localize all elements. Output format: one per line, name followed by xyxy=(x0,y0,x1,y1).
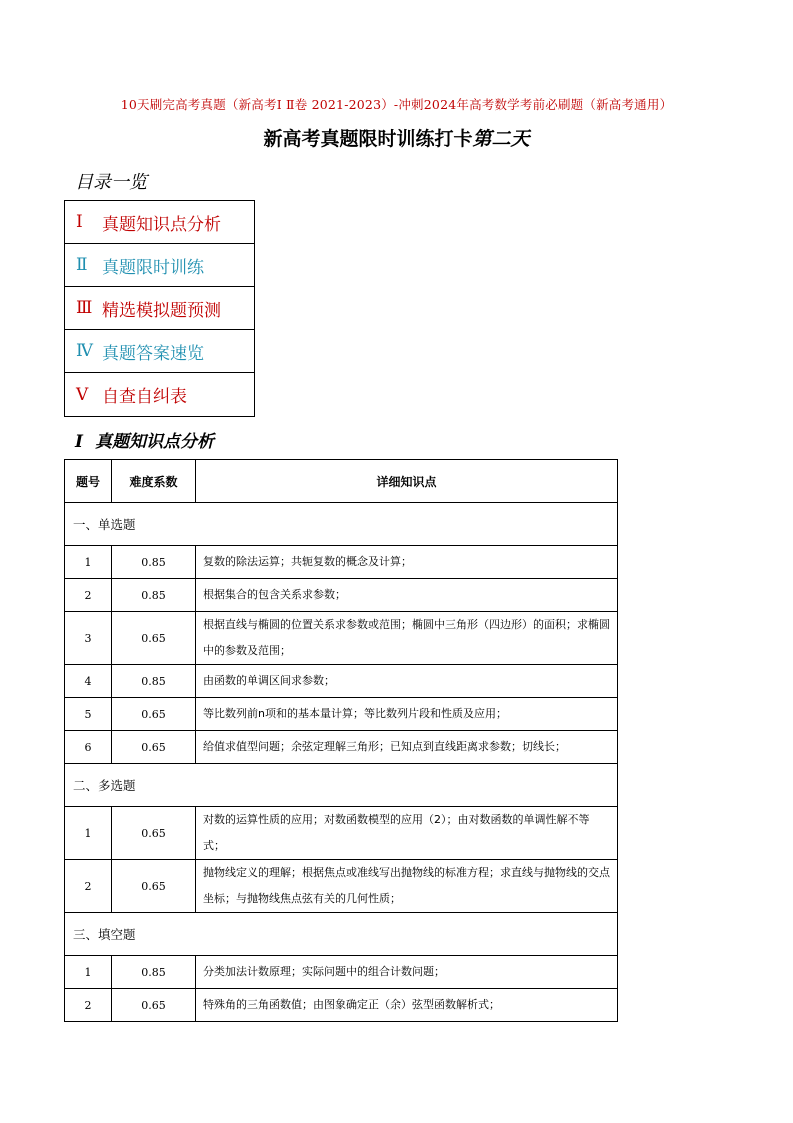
group-row xyxy=(65,913,618,956)
toc-item-number: Ⅰ xyxy=(76,212,83,232)
cell-difficulty: 0.65 xyxy=(112,731,196,764)
cell-no: 1 xyxy=(65,956,112,989)
cell-no: 4 xyxy=(65,665,112,698)
cell-detail: 抛物线定义的理解；根据焦点或准线写出抛物线的标准方程；求直线与抛物线的交点坐标；与抛物线焦点弦有关的几何性质； xyxy=(196,860,618,913)
table-row xyxy=(65,807,618,860)
cell-no: 2 xyxy=(65,579,112,612)
toc-item-number: Ⅴ xyxy=(76,384,89,405)
cell-detail: 由函数的单调区间求参数； xyxy=(196,665,618,698)
cell-no: 3 xyxy=(65,612,112,665)
toc-item-label: 自查自纠表 xyxy=(102,387,187,407)
toc-item-label: 真题限时训练 xyxy=(102,257,204,278)
section-heading xyxy=(75,427,214,452)
table-row xyxy=(65,698,618,731)
cell-difficulty: 0.65 xyxy=(112,860,196,913)
table-row xyxy=(65,579,618,612)
toc-item-1[interactable] xyxy=(65,201,254,244)
cell-difficulty: 0.85 xyxy=(112,546,196,579)
group-label: 二、多选题 xyxy=(65,764,618,807)
toc-item-number: Ⅲ xyxy=(76,298,93,318)
group-row xyxy=(65,503,618,546)
cell-difficulty: 0.65 xyxy=(112,698,196,731)
group-label: 三、填空题 xyxy=(65,913,618,956)
section-number: Ⅰ xyxy=(75,432,83,452)
cell-difficulty: 0.65 xyxy=(112,807,196,860)
cell-no: 2 xyxy=(65,860,112,913)
section-title: 真题知识点分析 xyxy=(94,432,214,452)
cell-difficulty: 0.65 xyxy=(112,612,196,665)
header-difficulty: 难度系数 xyxy=(112,460,196,503)
toc-item-label: 真题答案速览 xyxy=(102,343,204,364)
table-row xyxy=(65,731,618,764)
title-suffix: 第二天 xyxy=(472,128,530,150)
toc-heading: 目录一览 xyxy=(75,172,147,193)
toc-item-4[interactable] xyxy=(65,330,254,373)
cell-detail: 对数的运算性质的应用；对数函数模型的应用（2）；由对数函数的单调性解不等式； xyxy=(196,807,618,860)
table-of-contents xyxy=(64,200,255,417)
table-header-row xyxy=(65,460,618,503)
cell-detail: 等比数列前n项和的基本量计算；等比数列片段和性质及应用； xyxy=(196,698,618,731)
cell-no: 6 xyxy=(65,731,112,764)
cell-detail: 根据直线与椭圆的位置关系求参数或范围；椭圆中三角形（四边形）的面积；求椭圆中的参数及范围； xyxy=(196,612,618,665)
cell-no: 1 xyxy=(65,807,112,860)
cell-detail: 特殊角的三角函数值；由图象确定正（余）弦型函数解析式； xyxy=(196,989,618,1022)
cell-no: 1 xyxy=(65,546,112,579)
cell-no: 5 xyxy=(65,698,112,731)
cell-no: 2 xyxy=(65,989,112,1022)
table-row xyxy=(65,956,618,989)
group-label: 一、单选题 xyxy=(65,503,618,546)
cell-difficulty: 0.65 xyxy=(112,989,196,1022)
toc-item-2[interactable] xyxy=(65,244,254,287)
header-question-number: 题号 xyxy=(65,460,112,503)
cell-detail: 复数的除法运算；共轭复数的概念及计算； xyxy=(196,546,618,579)
toc-item-number: Ⅱ xyxy=(76,255,88,275)
toc-item-5[interactable] xyxy=(65,373,254,416)
knowledge-point-table xyxy=(64,459,618,1022)
table-row xyxy=(65,546,618,579)
cell-difficulty: 0.85 xyxy=(112,579,196,612)
cell-detail: 根据集合的包含关系求参数； xyxy=(196,579,618,612)
cell-difficulty: 0.85 xyxy=(112,956,196,989)
cell-detail: 分类加法计数原理；实际问题中的组合计数问题； xyxy=(196,956,618,989)
document-subtitle: 10天刷完高考真题（新高考Ⅰ Ⅱ卷 2021-2023）-冲刺2024年高考数学考前必刷题（新高考通用） xyxy=(120,97,673,112)
cell-detail: 给值求值型问题；余弦定理解三角形；已知点到直线距离求参数；切线长； xyxy=(196,731,618,764)
cell-difficulty: 0.85 xyxy=(112,665,196,698)
title-main: 新高考真题限时训练打卡 xyxy=(263,128,473,150)
toc-item-number: Ⅳ xyxy=(76,341,93,361)
toc-item-label: 精选模拟题预测 xyxy=(102,300,221,321)
toc-item-label: 真题知识点分析 xyxy=(102,214,221,235)
table-row xyxy=(65,612,618,665)
table-row xyxy=(65,665,618,698)
table-row xyxy=(65,989,618,1022)
toc-item-3[interactable] xyxy=(65,287,254,330)
table-row xyxy=(65,860,618,913)
document-title xyxy=(0,124,793,151)
group-row xyxy=(65,764,618,807)
header-detail: 详细知识点 xyxy=(196,460,618,503)
